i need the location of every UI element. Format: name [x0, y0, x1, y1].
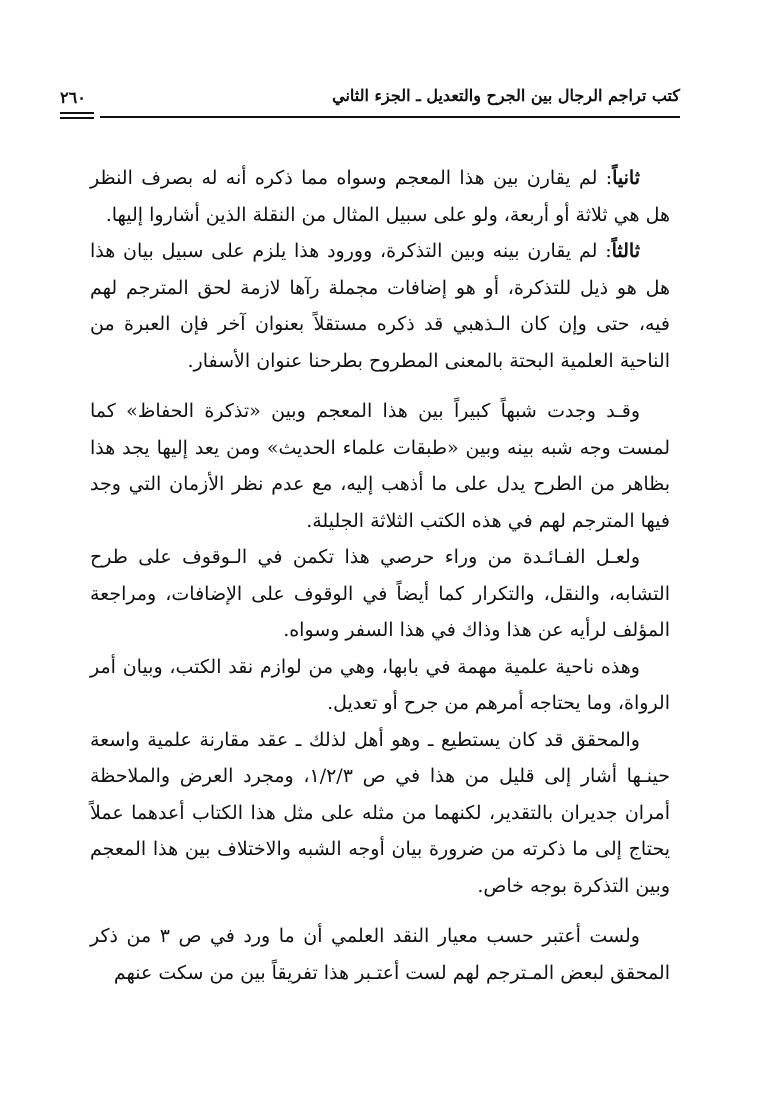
paragraph-second-point	[90, 160, 670, 233]
running-title: كتب تراجم الرجال بين الجرح والتعديل ـ الجزء الثاني	[332, 86, 680, 105]
paragraph-lead: ثانياً	[612, 167, 640, 189]
page-number: ٢٦٠	[60, 88, 86, 107]
paragraph-text: ولعـل الفـائـدة من وراء حرصي هذا تكمن في الـوقوف على طرح التشابه، والنقل، والتكرار كما أيضاً في الوقوف على الإضافات، ومراجعة المؤلف لرأيه عن هذا وذاك في هذا السفر وسواه.	[90, 546, 670, 641]
paragraph-similarity	[90, 393, 670, 539]
header-rule-ornament-top	[60, 112, 94, 114]
paragraph-text: : لم يقارن بينه وبين التذكرة، وورود هذا يلزم على سبيل بيان هذا هل هو ذيل للتذكرة، أو هو إضافات مجملة رآها لازمة لحق المترجم لهم فيه، حتى وإن كان الـذهبي قد ذكره مستقلاً بعنوان آخر فإن العبرة من الناحية العلمية البحتة بالمعنى المطروح بطرحنا عنوان الأسفار.	[90, 240, 670, 372]
paragraph-scholarly-aspect	[90, 649, 670, 722]
body-text	[90, 160, 670, 991]
running-header	[60, 86, 680, 116]
paragraph-editor	[90, 722, 670, 905]
paragraph-text: : لم يقارن بين هذا المعجم وسواه مما ذكره أنه له بصرف النظر هل هي ثلاثة أو أربعة، ولو على سبيل المثال من النقلة الذين أشاروا إليها.	[90, 167, 670, 226]
paragraph-benefit	[90, 539, 670, 649]
header-rule	[100, 116, 680, 118]
paragraph-third-point	[90, 233, 670, 379]
header-rule-ornament-bottom	[60, 117, 94, 119]
paragraph-text: والمحقق قد كان يستطيع ـ وهو أهل لذلك ـ عقد مقارنة علمية واسعة حينـها أشار إلى قليل من هذا في ص ١/٢/٣، ومجرد العرض والملاحظة أمران جديران بالتقدير، لكنهما من مثله على مثل هذا الكتاب أعدهما عملاً يحتاج إلى ما ذكرته من ضرورة بيان أوجه الشبه والاختلاف بين هذا المعجم وبين التذكرة بوجه خاص.	[90, 728, 670, 897]
paragraph-text: ولست أعتبر حسب معيار النقد العلمي أن ما ورد في ص ٣ من ذكر المحقق لبعض المـترجم لهم لست أعتـبر هذا تفريقاً بين من سكت عنهم	[90, 925, 670, 984]
paragraph-lead: ثالثاً	[611, 240, 640, 262]
paragraph-text: وهذه ناحية علمية مهمة في بابها، وهي من لوازم نقد الكتب، وبيان أمر الرواة، وما يحتاجه أمرهم من جرح أو تعديل.	[90, 655, 670, 714]
paragraph-criticism	[90, 918, 670, 991]
paragraph-text: وقـد وجدت شبهاً كبيراً بين هذا المعجم وبين «تذكرة الحفاظ» كما لمست وجه شبه بينه وبين «طبقات علماء الحديث» ومن يعد إليها يجد هذا بظاهر من الطرح يدل على ما أذهب إليه، مع عدم نظر الأزمان التي وجد فيها المترجم لهم في هذه الكتب الثلاثة الجليلة.	[90, 400, 670, 532]
